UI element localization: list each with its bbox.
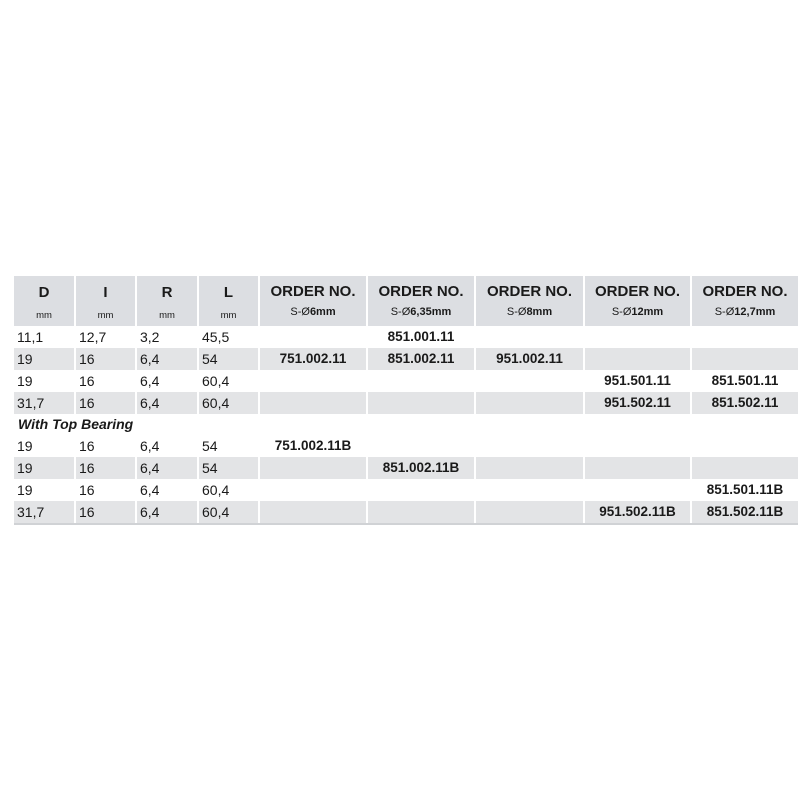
order-number-cell [476, 501, 585, 523]
header-order-6-35mm: ORDER NO. S-Ø6,35mm [368, 276, 476, 326]
dimension-cell: 6,4 [137, 501, 199, 523]
header-order-12-7mm: ORDER NO. S-Ø12,7mm [692, 276, 798, 326]
dimension-cell: 16 [76, 457, 137, 479]
order-number-cell: 851.002.11B [368, 457, 476, 479]
table-row [14, 479, 798, 501]
order-number-cell: 951.002.11 [476, 348, 585, 370]
order-number-cell: 851.002.11 [368, 348, 476, 370]
table-body [14, 326, 798, 414]
order-number-cell [692, 348, 798, 370]
order-number-cell: 851.501.11B [692, 479, 798, 501]
dimension-cell: 6,4 [137, 392, 199, 414]
dimension-cell: 60,4 [199, 370, 260, 392]
dimension-cell: 54 [199, 457, 260, 479]
order-number-cell [692, 326, 798, 348]
order-number-cell: 851.502.11B [692, 501, 798, 523]
order-number-cell [585, 326, 692, 348]
dimension-cell: 19 [14, 479, 76, 501]
order-number-cell: 851.502.11 [692, 392, 798, 414]
dimension-cell: 60,4 [199, 501, 260, 523]
dimension-cell: 19 [14, 348, 76, 370]
order-number-cell [368, 370, 476, 392]
table-row [14, 501, 798, 523]
order-number-cell [368, 392, 476, 414]
dimension-cell: 16 [76, 370, 137, 392]
order-number-cell [476, 392, 585, 414]
order-number-cell [476, 479, 585, 501]
dimension-cell: 6,4 [137, 370, 199, 392]
order-number-cell [476, 370, 585, 392]
header-d: D mm [14, 276, 76, 326]
order-number-cell [476, 457, 585, 479]
order-number-cell [260, 326, 368, 348]
order-number-cell: 851.501.11 [692, 370, 798, 392]
dimension-cell: 19 [14, 435, 76, 457]
order-number-cell [260, 370, 368, 392]
order-number-cell [585, 348, 692, 370]
order-table [14, 276, 798, 525]
table-row [14, 457, 798, 479]
order-number-cell [476, 326, 585, 348]
header-r: R mm [137, 276, 199, 326]
dimension-cell: 19 [14, 457, 76, 479]
table-row [14, 348, 798, 370]
order-number-cell [260, 457, 368, 479]
dimension-cell: 31,7 [14, 392, 76, 414]
header-order-12mm: ORDER NO. S-Ø12mm [585, 276, 692, 326]
dimension-cell: 16 [76, 435, 137, 457]
order-number-cell [692, 435, 798, 457]
dimension-cell: 19 [14, 370, 76, 392]
dimension-cell: 31,7 [14, 501, 76, 523]
order-number-cell [260, 501, 368, 523]
header-l: L mm [199, 276, 260, 326]
order-number-cell [476, 435, 585, 457]
order-number-cell: 851.001.11 [368, 326, 476, 348]
order-number-cell: 751.002.11B [260, 435, 368, 457]
dimension-cell: 45,5 [199, 326, 260, 348]
table-row [14, 370, 798, 392]
dimension-cell: 54 [199, 435, 260, 457]
dimension-cell: 6,4 [137, 435, 199, 457]
header-order-8mm: ORDER NO. S-Ø8mm [476, 276, 585, 326]
order-number-cell [368, 435, 476, 457]
order-number-cell [368, 479, 476, 501]
table-header-row [14, 276, 798, 326]
order-number-cell [368, 501, 476, 523]
table-row [14, 435, 798, 457]
dimension-cell: 16 [76, 348, 137, 370]
bearing-table-body [14, 435, 798, 523]
dimension-cell: 6,4 [137, 348, 199, 370]
table-bottom-border [14, 523, 798, 525]
header-order-6mm: ORDER NO. S-Ø6mm [260, 276, 368, 326]
order-number-cell: 951.502.11B [585, 501, 692, 523]
dimension-cell: 60,4 [199, 392, 260, 414]
dimension-cell: 16 [76, 392, 137, 414]
with-top-bearing-label: With Top Bearing [14, 414, 798, 435]
order-number-cell [692, 457, 798, 479]
header-i: I mm [76, 276, 137, 326]
dimension-cell: 60,4 [199, 479, 260, 501]
dimension-cell: 11,1 [14, 326, 76, 348]
order-number-cell: 951.502.11 [585, 392, 692, 414]
dimension-cell: 3,2 [137, 326, 199, 348]
order-number-cell: 751.002.11 [260, 348, 368, 370]
dimension-cell: 16 [76, 501, 137, 523]
order-number-cell [585, 479, 692, 501]
dimension-cell: 54 [199, 348, 260, 370]
table-row [14, 392, 798, 414]
order-number-cell [260, 392, 368, 414]
order-number-cell [585, 457, 692, 479]
dimension-cell: 6,4 [137, 457, 199, 479]
order-number-cell [260, 479, 368, 501]
table-row [14, 326, 798, 348]
order-number-cell: 951.501.11 [585, 370, 692, 392]
dimension-cell: 16 [76, 479, 137, 501]
order-number-cell [585, 435, 692, 457]
dimension-cell: 6,4 [137, 479, 199, 501]
dimension-cell: 12,7 [76, 326, 137, 348]
